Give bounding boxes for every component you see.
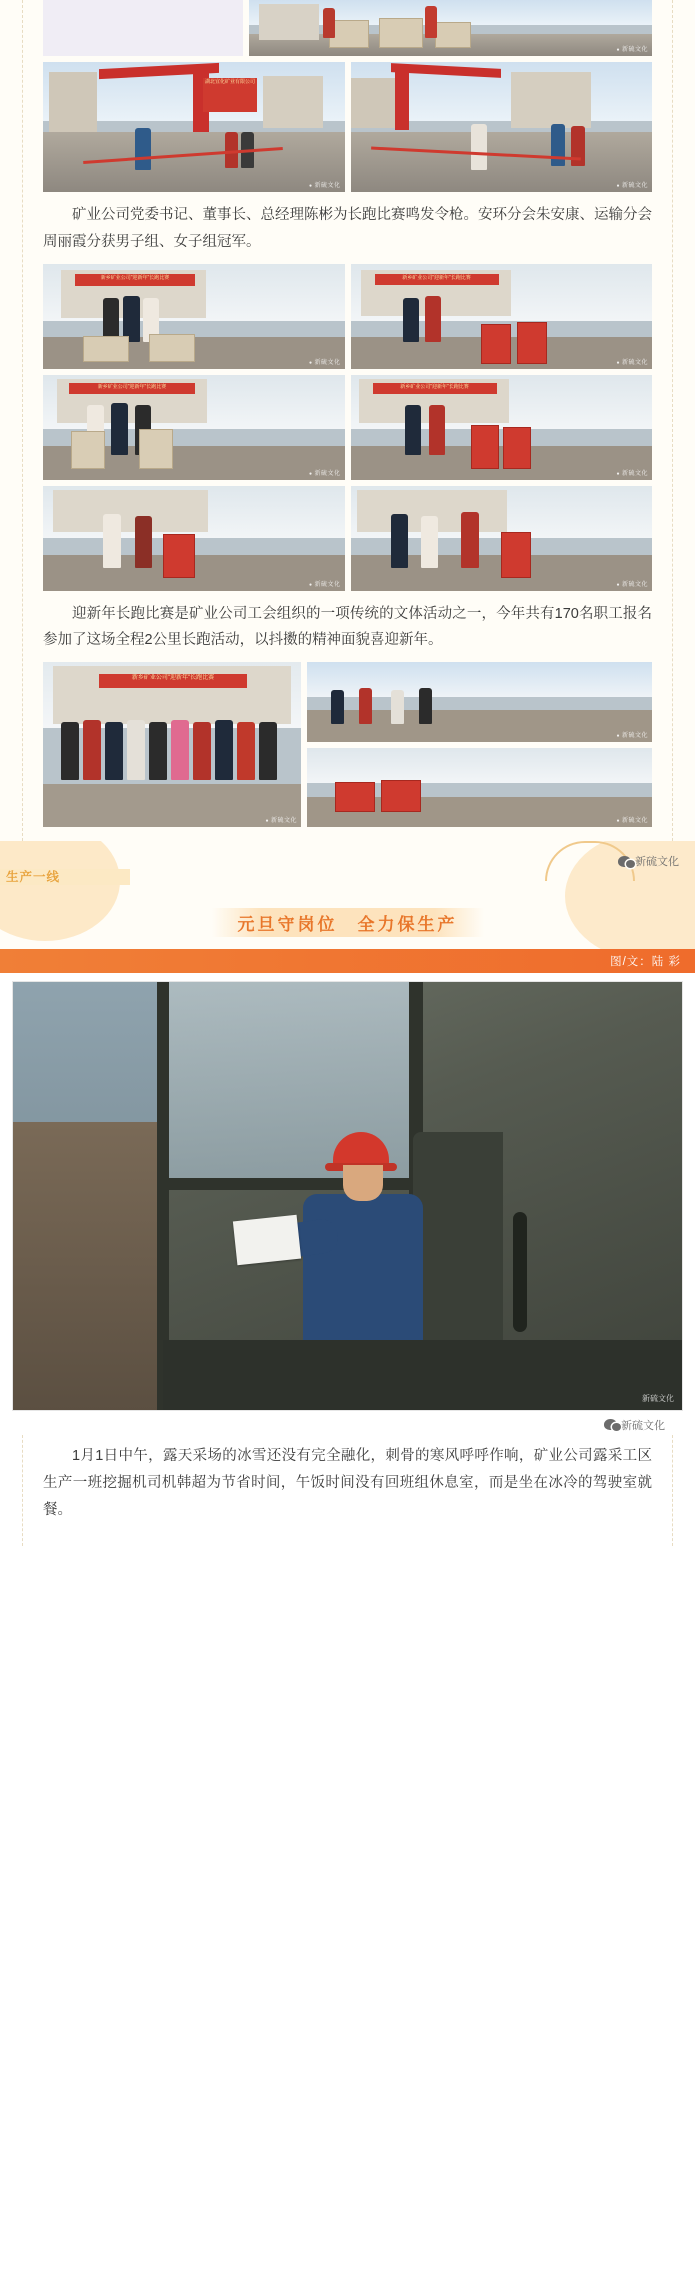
credit-bar xyxy=(0,949,695,973)
photo-start-gun-left[interactable]: 湖北宜化矿业有限公司 ● 新硫文化 xyxy=(43,62,345,192)
photo-group-top xyxy=(22,0,673,841)
photo-thumb[interactable] xyxy=(43,0,243,56)
bottom-paragraph-frame xyxy=(22,1435,673,1545)
photo-award[interactable]: 新乡矿业公司"迎新年"长跑比赛 ● 新硫文化 xyxy=(43,375,345,480)
brand-mark xyxy=(618,853,679,869)
photo-watermark: ● 新硫文化 xyxy=(616,468,648,477)
brand-label: 新硫文化 xyxy=(635,856,679,869)
photo-thumb[interactable] xyxy=(249,0,652,56)
wechat-icon xyxy=(618,856,631,867)
photo-watermark: ● 新硫文化 xyxy=(616,815,648,824)
bottom-paragraph: 1月1日中午，露天采场的冰雪还没有完全融化，刺骨的寒风呼呼作响，矿业公司露采工区生产一班挖掘机司机韩超为节省时间，午饭时间没有回班组休息室，而是坐在冰冷的驾驶室就餐。 xyxy=(43,1448,652,1518)
photo-watermark: ● 新硫文化 xyxy=(616,44,648,53)
section-headline: 元旦守岗位 全力保生产 xyxy=(212,908,484,937)
credit-text: 图/文：陆 彩 xyxy=(610,956,681,969)
brand-mark-bottom xyxy=(12,1411,683,1435)
article-paragraph-2: 迎新年长跑比赛是矿业公司工会组织的一项传统的文体活动之一，今年共有170名职工报名参加了这场全程2公里长跑活动，以抖擞的精神面貌喜迎新年。 xyxy=(43,605,652,649)
photo-excavator-cabin[interactable] xyxy=(12,981,683,1411)
photo-row xyxy=(43,0,652,56)
section-tag-label: 生产一线 xyxy=(6,870,61,885)
photo-award[interactable] xyxy=(43,486,345,591)
photo-award[interactable]: 新乡矿业公司"迎新年"长跑比赛 ● 新硫文化 xyxy=(351,264,653,369)
bottom-photo-wrap xyxy=(0,973,695,1435)
photo-watermark: ● 新硫文化 xyxy=(616,180,648,189)
article-paragraph-1: 矿业公司党委书记、董事长、总经理陈彬为长跑比赛鸣发令枪。安环分会朱安康、运输分会周丽霞分获男子组、女子组冠军。 xyxy=(43,207,652,250)
photo-award[interactable]: 新乡矿业公司"迎新年"长跑比赛 ● 新硫文化 xyxy=(43,264,345,369)
photo-watermark: ● 新硫文化 xyxy=(616,579,648,588)
photo-watermark: ● 新硫文化 xyxy=(265,815,297,824)
photo-watermark: ● 新硫文化 xyxy=(616,730,648,739)
photo-watermark: ● 新硫文化 xyxy=(616,357,648,366)
photo-group-shot[interactable]: 新乡矿业公司"迎新年"长跑比赛 ● 新硫文化 xyxy=(43,662,301,827)
section-divider xyxy=(0,841,695,949)
article-body xyxy=(0,0,695,841)
photo-award-podium[interactable] xyxy=(307,748,652,827)
section-headline-wrap xyxy=(0,908,695,937)
photo-grid-awards xyxy=(43,264,652,591)
photo-watermark: ● 新硫文化 xyxy=(309,468,341,477)
photo-row-group xyxy=(43,662,652,827)
photo-watermark: 新硫文化 xyxy=(642,1394,674,1404)
photo-runners[interactable] xyxy=(307,662,652,742)
wechat-icon xyxy=(604,1419,617,1430)
photo-watermark: ● 新硫文化 xyxy=(309,357,341,366)
photo-row xyxy=(43,62,652,192)
photo-award[interactable] xyxy=(351,486,653,591)
photo-award[interactable]: 新乡矿业公司"迎新年"长跑比赛 ● 新硫文化 xyxy=(351,375,653,480)
brand-label: 新硫文化 xyxy=(621,1420,665,1433)
photo-watermark: ● 新硫文化 xyxy=(309,579,341,588)
photo-start-gun-right[interactable] xyxy=(351,62,653,192)
photo-watermark: ● 新硫文化 xyxy=(309,180,341,189)
